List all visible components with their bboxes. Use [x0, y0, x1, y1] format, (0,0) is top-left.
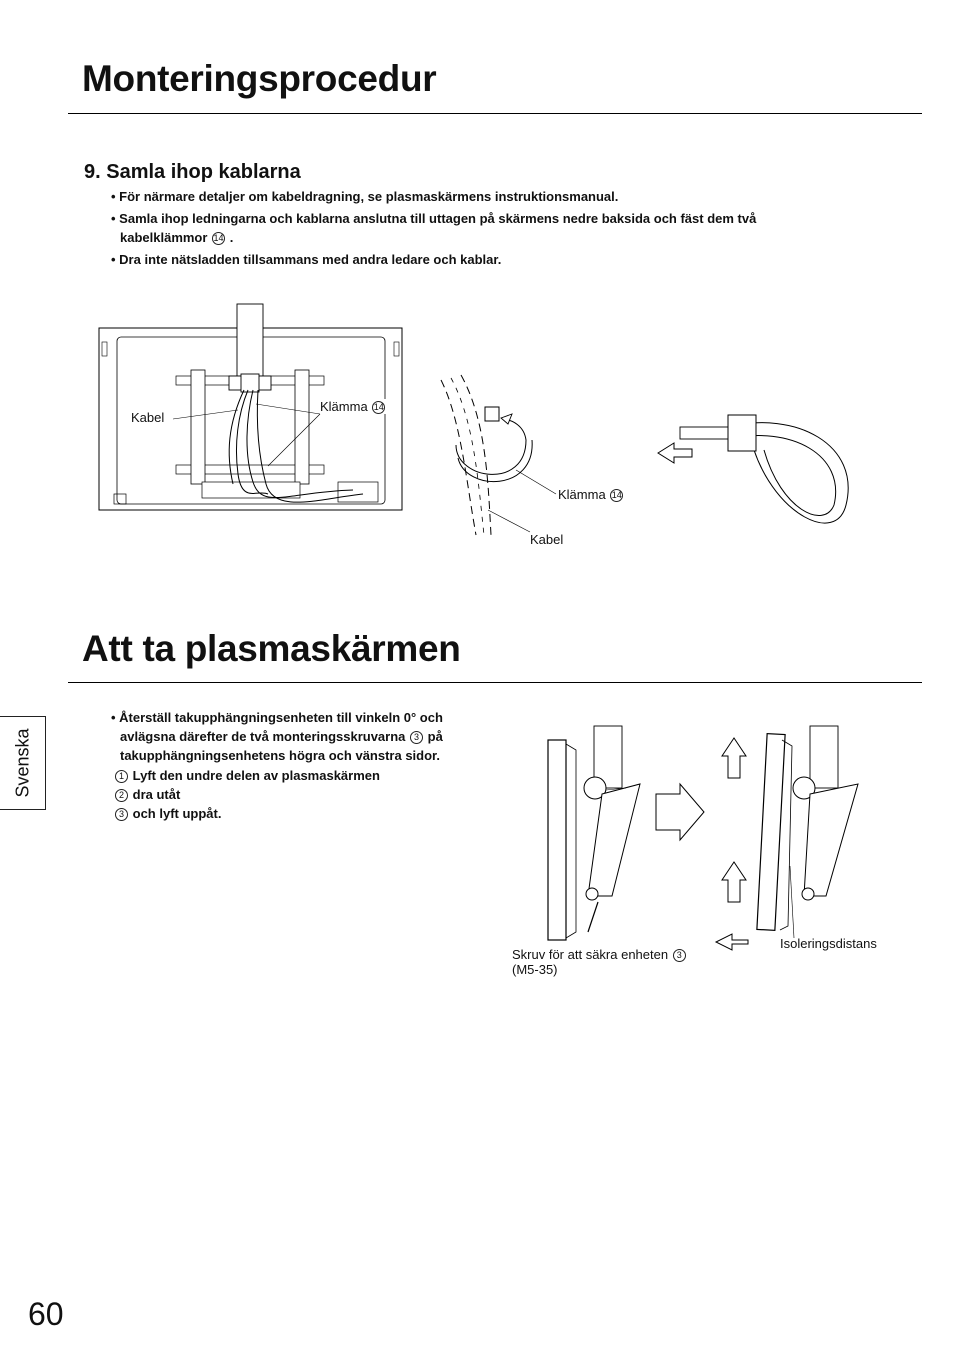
- step-item: [114, 766, 514, 785]
- bullet-1: [111, 187, 871, 206]
- cable-tie-figure: [656, 405, 856, 535]
- heading-rule: [68, 113, 922, 114]
- circled-number: 14: [213, 233, 224, 243]
- section2-bullet: [111, 708, 511, 765]
- label-klamma-2: [558, 487, 624, 502]
- circled-number: 3: [115, 808, 128, 821]
- section2-bullet-line2: avlägsna därefter de två monteringsskruvarna: [120, 729, 406, 744]
- label-spacer: Isoleringsdistans: [780, 936, 877, 951]
- label-screw-line1: Skruv för att säkra enheten: [512, 947, 669, 962]
- step-item: [114, 785, 514, 804]
- label-kabel-2: Kabel: [530, 532, 564, 547]
- label-kabel-1: Kabel: [131, 410, 165, 425]
- bullet-2-line2: kabelklämmor: [120, 230, 208, 245]
- bullet-2: [111, 209, 871, 247]
- page-number: 60: [28, 1296, 64, 1332]
- label-klamma-1: [320, 399, 386, 414]
- label-klamma-2-text: Klämma: [558, 487, 606, 502]
- bullet-2-end: .: [229, 230, 234, 245]
- heading-rule: [68, 682, 922, 683]
- section-title-att-ta-plasmaskarmen: Att ta plasmaskärmen: [82, 628, 461, 669]
- circled-number: 2: [115, 789, 128, 802]
- step-text: och lyft uppåt.: [132, 806, 222, 821]
- circled-number: 3: [410, 731, 423, 744]
- side-tab-label: Svenska: [12, 728, 32, 798]
- clamp-on-cable-figure: [436, 370, 636, 540]
- circled-number: 3: [673, 949, 686, 962]
- screen-removal-figure: [540, 726, 880, 946]
- circled-number: 1: [115, 770, 128, 783]
- label-screw: [512, 947, 687, 977]
- label-klamma-1-text: Klämma: [320, 399, 368, 414]
- step-text: dra utåt: [132, 787, 181, 802]
- step-title: 9. Samla ihop kablarna: [84, 161, 301, 183]
- step-text: Lyft den undre delen av plasmaskärmen: [132, 768, 380, 783]
- section2-steps: [114, 766, 514, 823]
- bullet-2-line1: • Samla ihop ledningarna och kablarna anslutna till uttagen på skärmens nedre baksida och fäst dem två: [111, 211, 757, 226]
- label-screw-line2: (M5-35): [512, 962, 558, 977]
- circled-number: 14: [611, 490, 622, 500]
- step-item: [114, 804, 514, 823]
- section2-bullet-line3: takupphängningsenhetens högra och vänstra sidor.: [120, 748, 440, 763]
- side-tab-language: [0, 716, 46, 810]
- bullet-3: [111, 250, 871, 269]
- bullet-1-text: • För närmare detaljer om kabeldragning, se plasmaskärmens instruktionsmanual.: [111, 189, 619, 204]
- bullet-3-text: • Dra inte nätsladden tillsammans med andra ledare och kablar.: [111, 252, 502, 267]
- section2-bullet-line1: • Återställ takupphängningsenheten till vinkeln 0° och: [111, 710, 443, 725]
- circled-number: 14: [373, 402, 384, 412]
- section2-bullet-line2-end: på: [427, 729, 443, 744]
- section-title-monteringsprocedur: Monteringsprocedur: [82, 58, 437, 99]
